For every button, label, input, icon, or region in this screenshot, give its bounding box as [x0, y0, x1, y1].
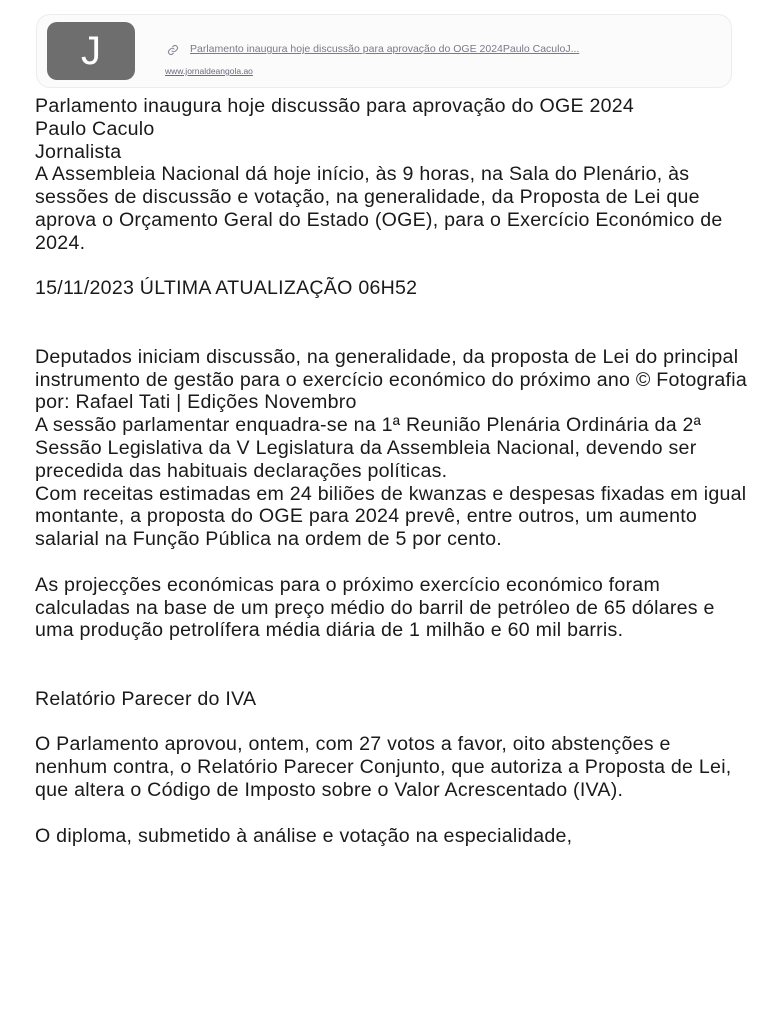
article-title: Parlamento inaugura hoje discussão para aprovação do OGE 2024 [35, 95, 635, 117]
dateline: 15/11/2023 ÚLTIMA ATUALIZAÇÃO 06H52 [35, 277, 418, 300]
paragraph: Com receitas estimadas em 24 biliões de kwanzas e despesas fixadas em igual montante, a proposta do OGE para 2024 prevê, entre outros, um aumento salarial na Função Pública na ordem de 5 por cento. [35, 482, 747, 551]
author-name: Paulo Caculo [35, 117, 155, 140]
author-role: Jornalista [35, 140, 122, 163]
paragraph: O Parlamento aprovou, ontem, com 27 votos a favor, oito abstenções e nenhum contra, o Relatório Parecer Conjunto, que autoriza a Proposta de Lei, que altera o Código de Imposto sobre o Valor Acrescentado (IVA). [35, 733, 732, 801]
link-domain[interactable]: www.jornaldeangola.ao [165, 66, 253, 76]
paragraph: As projecções económicas para o próximo exercício económico foram calculadas na base de um preço médio do barril de petróleo de 65 dólares e uma produção petrolífera média diária de 1 milhão e 60 mil barris. [35, 573, 715, 642]
article-body [35, 95, 747, 847]
link-title[interactable]: Parlamento inaugura hoje discussão para aprovação do OGE 2024Paulo CaculoJ... [190, 43, 580, 55]
link-preview-card[interactable] [36, 14, 732, 88]
link-icon [167, 44, 179, 56]
paragraph: O diploma, submetido à análise e votação na especialidade, [35, 824, 573, 847]
lead-paragraph: A Assembleia Nacional dá hoje início, às 9 horas, na Sala do Plenário, às sessões de discussão e votação, na generalidade, da Proposta de Lei que aprova o Orçamento Geral do Estado (OGE), para o Exercício Económico de 2024. [35, 163, 723, 254]
photo-caption: Deputados iniciam discussão, na generalidade, da proposta de Lei do principal instrumento de gestão para o exercício económico do próximo ano © Fotografia por: Rafael Tati | Edições Novembro [35, 345, 747, 414]
section-subheading: Relatório Parecer do IVA [35, 687, 257, 710]
paragraph: A sessão parlamentar enquadra-se na 1ª Reunião Plenária Ordinária da 2ª Sessão Legislativa da V Legislatura da Assembleia Nacional, devendo ser precedida das habituais declarações políticas. [35, 414, 702, 482]
site-avatar: J [47, 22, 135, 80]
